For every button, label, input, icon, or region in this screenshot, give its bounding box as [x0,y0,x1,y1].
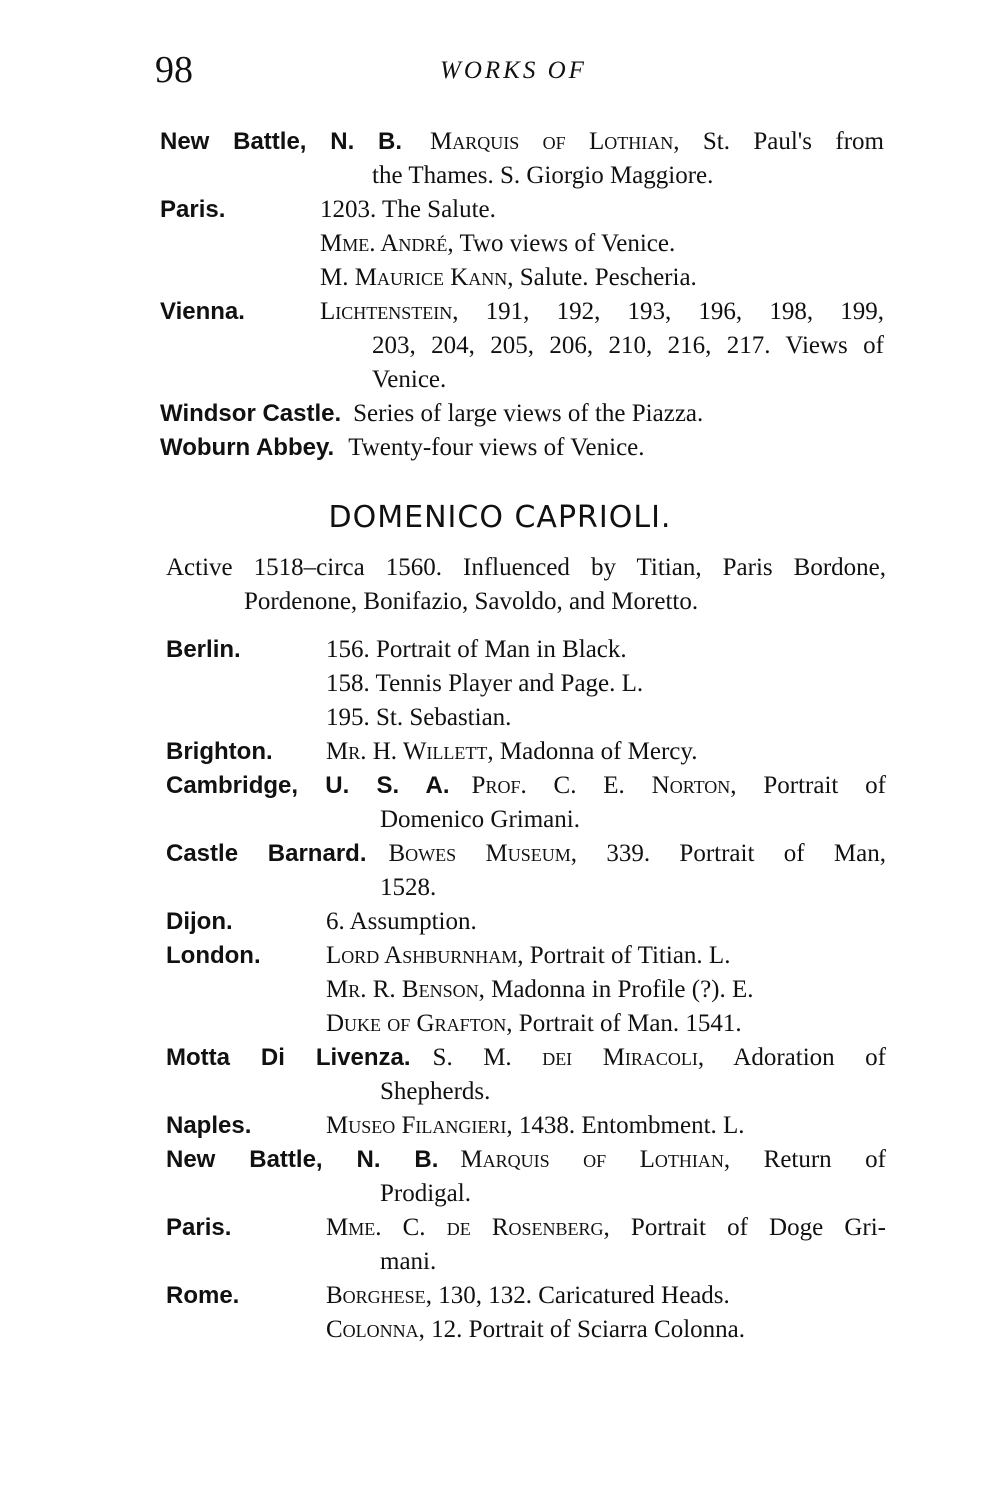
entry-line [326,1110,745,1142]
collection-name: Lichtenstein [320,298,453,325]
entry-line [166,1280,239,1312]
entry-text: the Thames. S. Giorgio Maggiore. [372,162,714,189]
entry-text: , Portrait of Doge Gri- [603,1214,886,1241]
entry-text: , 191, 192, 193, 196, 198, 199, [452,298,884,325]
page-header [155,48,895,92]
entry-line [326,1314,745,1346]
intro-line: Pordenone, Bonifazio, Savoldo, and Moretto. [244,588,699,615]
entry-text: , 130, 132. Caricatured Heads. [425,1282,730,1309]
entry-text: , Salute. Pescheria. [507,264,697,291]
collection-name: Museo Filangieri [326,1112,507,1139]
entry-line [320,296,884,328]
entry-line [326,1280,730,1312]
entry-text: , Portrait of Man. 1541. [506,1010,742,1037]
entry-text: , 339. Portrait of Man, [570,840,886,867]
entry-line [380,1076,490,1108]
collection-name: S. M. dei Miracoli [432,1044,698,1071]
location-label: Berlin. [166,636,241,663]
running-head: WORKS OF [440,57,587,84]
entry-text: 156. Portrait of Man in Black. [326,636,627,663]
entry-line [326,940,730,972]
entry-line [326,1212,886,1244]
entry-line [372,330,884,362]
location-label: Motta Di Livenza. [166,1044,411,1071]
location-label: Brighton. [166,738,273,765]
collection-name: Marquis of Lothian [430,128,674,155]
location-label: New Battle, N. B. [166,1146,439,1173]
entry-line [320,194,496,226]
collection-name: Mme. C. de Rosenberg [326,1214,604,1241]
entry-text: mani. [380,1248,437,1275]
collection-name: Colonna [326,1316,419,1343]
entry-text: 195. St. Sebastian. [326,704,512,731]
entry-text: , Portrait of [730,772,886,799]
entry-line [326,1008,742,1040]
collection-name: Bowes Museum [388,840,571,867]
entry-line [380,872,436,904]
entry-line [326,634,627,666]
intro-line: Active 1518–circa 1560. Influenced by Titian, Paris Bordone, [166,554,886,581]
section-title: DOMENICO CAPRIOLI. [328,500,672,535]
entry-line [166,940,261,972]
entry-text: Twenty-four views of Venice. [348,434,645,461]
location-label: London. [166,942,261,969]
entry-line [160,296,245,328]
entry-text: , Portrait of Titian. L. [517,942,731,969]
location-label: Paris. [166,1214,232,1241]
collection-name: Duke of Grafton [326,1010,507,1037]
entry-text: Series of large views of the Piazza. [353,400,704,427]
entry-line [166,770,886,802]
entry-line [372,160,713,192]
entry-line [166,736,273,768]
collection-name: Lord Ashburnham [326,942,518,969]
collection-name: Borghese [326,1282,426,1309]
collection-name: Marquis of Lothian [460,1146,724,1173]
entry-line [166,906,233,938]
entry-text: Domenico Grimani. [380,806,580,833]
entry-line [380,1246,436,1278]
entry-line [326,702,511,734]
entry-line [326,736,698,768]
entry-line [166,1212,231,1244]
entry-text: , 1438. Entombment. L. [506,1112,745,1139]
collection-name: Mme. André [320,230,448,257]
entry-text: Prodigal. [380,1180,471,1207]
entry-line [372,364,446,396]
entry-line [326,668,643,700]
entry-line [320,228,675,260]
entry-line [326,974,754,1006]
location-label: Rome. [166,1282,240,1309]
location-label: Vienna. [160,298,245,325]
entry-line [160,126,884,158]
entry-text: Venice. [372,366,447,393]
entry-line [160,398,703,430]
location-label: Woburn Abbey. [160,434,335,461]
location-label: Dijon. [166,908,233,935]
entry-text: 158. Tennis Player and Page. L. [326,670,644,697]
entry-text: , Return of [723,1146,886,1173]
location-label: Naples. [166,1112,252,1139]
location-label: Cambridge, U. S. A. [166,772,450,799]
entry-line [320,262,697,294]
entry-text: , Two views of Venice. [447,230,676,257]
location-label: Paris. [160,196,226,223]
entry-line [160,194,225,226]
page-number: 98 [155,49,193,91]
entry-text: , Madonna in Profile (?). E. [478,976,754,1003]
entry-text: , Madonna of Mercy. [487,738,698,765]
location-label: Castle Barnard. [166,840,367,867]
collection-name: Mr. H. Willett [326,738,488,765]
entry-text: 1528. [380,874,437,901]
entry-line [160,432,645,464]
entry-line [380,804,580,836]
location-label: New Battle, N. B. [160,128,403,155]
entry-text: , 12. Portrait of Sciarra Colonna. [418,1316,745,1343]
entry-text: Shepherds. [380,1078,491,1105]
entry-line [326,906,477,938]
entry-line [380,1178,471,1210]
collection-name: M. Maurice Kann [320,264,508,291]
entry-text: 6. Assumption. [326,908,477,935]
entry-line [166,634,241,666]
entry-line [166,838,886,870]
collection-name: Prof. C. E. Norton [471,772,731,799]
location-label: Windsor Castle. [160,400,342,427]
entry-text: , Adoration of [697,1044,886,1071]
entry-text: 1203. The Salute. [320,196,496,223]
entry-text: 203, 204, 205, 206, 210, 216, 217. Views of [372,332,884,359]
entry-text: , St. Paul's from [673,128,884,155]
entry-line [166,1110,251,1142]
collection-name: Mr. R. Benson [326,976,479,1003]
entry-line [166,1144,886,1176]
entry-line [166,1042,886,1074]
